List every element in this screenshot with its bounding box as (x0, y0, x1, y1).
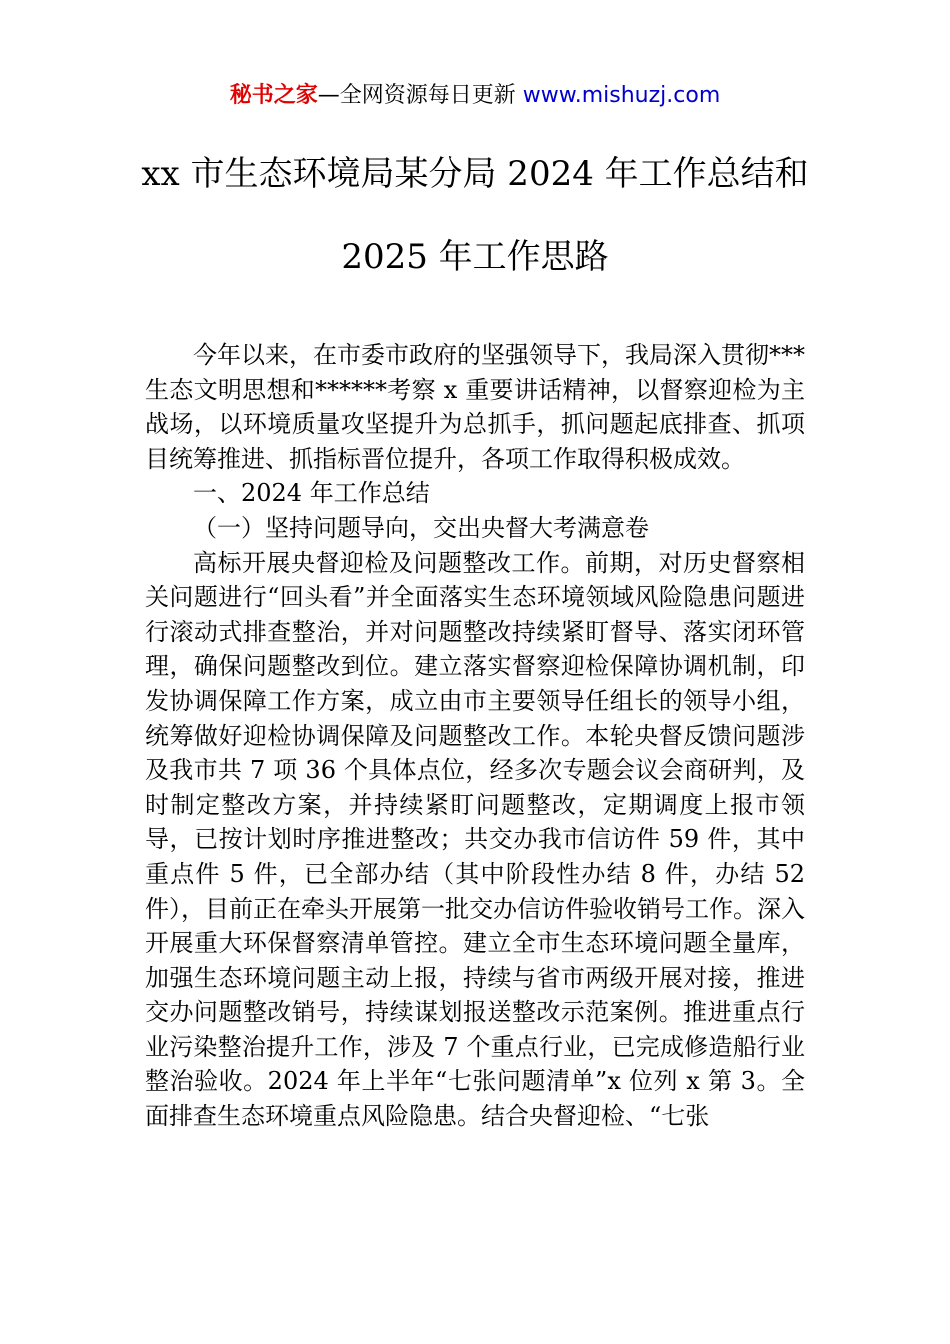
header-slogan: —全网资源每日更新 (317, 83, 523, 108)
title-line-1: xx 市生态环境局某分局 2024 年工作总结和 (141, 154, 809, 194)
site-url-link[interactable]: www.mishuzj.com (522, 83, 721, 108)
brand-name: 秘书之家 (229, 83, 318, 108)
intro-paragraph: 今年以来，在市委市政府的坚强领导下，我局深入贯彻***生态文明思想和******考察 x 重要讲话精神，以督察迎检为主战场，以环境质量攻坚提升为总抓手，抓问题起底排查、抓项目统筹推进、抓指标晋位提升，各项工作取得积极成效。 (145, 341, 805, 473)
body-paragraph: 高标开展央督迎检及问题整改工作。前期，对历史督察相关问题进行“回头看”并全面落实生态环境领域风险隐患问题进行滚动式排查整治，并对问题整改持续紧盯督导、落实闭环管理，确保问题整改到位。建立落实督察迎检保障协调机制，印发协调保障工作方案，成立由市主要领导任组长的领导小组，统筹做好迎检协调保障及问题整改工作。本轮央督反馈问题涉及我市共 7 项 36 个具体点位，经多次专题会议会商研判，及时制定整改方案，并持续紧盯问题整改，定期调度上报市领导，已按计划时序推进整改；共交办我市信访件 59 件，其中重点件 5 件，已全部办结（其中阶段性办结 8 件，办结 52 件），目前正在牵头开展第一批交办信访件验收销号工作。深入开展重大环保督察清单管控。建立全市生态环境问题全量库，加强生态环境问题主动上报，持续与省市两级开展对接，推进交办问题整改销号，持续谋划报送整改示范案例。推进重点行业污染整治提升工作，涉及 7 个重点行业，已完成修造船行业整治验收。2024 年上半年“七张问题清单”x 位列 x 第 3。全面排查生态环境重点风险隐患。结合央督迎检、“七张 (145, 548, 805, 1131)
document-body (145, 338, 805, 1134)
subsection-heading-1: （一）坚持问题导向，交出央督大考满意卷 (193, 513, 649, 542)
site-header-banner (0, 80, 950, 112)
document-title (100, 150, 850, 316)
title-line-2: 2025 年工作思路 (341, 237, 609, 277)
section-heading-1: 一、2024 年工作总结 (193, 479, 430, 508)
